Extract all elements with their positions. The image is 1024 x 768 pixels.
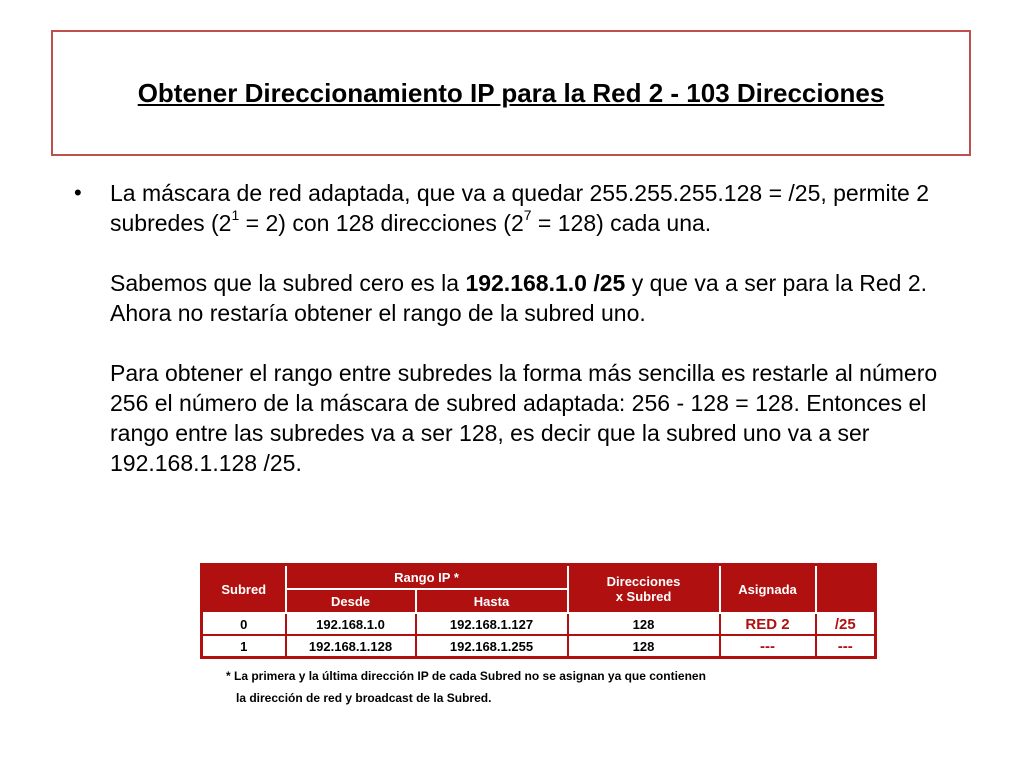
header-hasta: Hasta (416, 589, 568, 613)
paragraph-subnet-zero: Sabemos que la subred cero es la 192.168.1.0 /25 y que va a ser para la Red 2. Ahora no restaría obtener el rango de la subred uno. (110, 270, 928, 326)
header-direcciones: Direcciones x Subred (568, 565, 720, 614)
cell-hasta: 192.168.1.127 (416, 613, 568, 635)
paragraph-range: Para obtener el rango entre subredes la forma más sencilla es restarle al número 256 el número de la máscara de subred adaptada: 256 - 128 = 128. Entonces el rango entre las subredes va a ser 128, es decir que la subred uno va a ser 192.168.1.128 /25. (110, 360, 938, 476)
header-mask (816, 565, 876, 614)
table-row (202, 635, 876, 658)
subnet-table-wrap (200, 563, 876, 709)
table-row (202, 613, 876, 635)
bullet-paragraphs (110, 178, 974, 478)
cell-hasta: 192.168.1.255 (416, 635, 568, 658)
subnet-table (200, 563, 877, 659)
header-asignada: Asignada (720, 565, 816, 614)
title-box (51, 30, 971, 156)
bullet-icon: • (74, 180, 82, 205)
slide-title: Obtener Direccionamiento IP para la Red 2 - 103 Direcciones (137, 77, 885, 108)
cell-desde: 192.168.1.128 (286, 635, 416, 658)
paragraph-mask: La máscara de red adaptada, que va a quedar 255.255.255.128 = /25, permite 2 subredes $(2^1 = 2)$ con 128 direcciones $(2^7 = 128)$ cada una. (110, 180, 930, 236)
cell-subred: 0 (202, 613, 286, 635)
cell-subred: 1 (202, 635, 286, 658)
subnet-zero-address: 192.168.1.0 /25 (465, 270, 626, 296)
header-rango: Rango IP * (286, 565, 568, 590)
cell-direcciones: 128 (568, 635, 720, 658)
table-footnote: * La primera y la última dirección IP de cada Subred no se asignan ya que contienen la dirección de red y broadcast de la Subred. (226, 669, 706, 705)
cell-asignada: RED 2 (720, 613, 816, 635)
table-header-row (202, 565, 876, 590)
cell-desde: 192.168.1.0 (286, 613, 416, 635)
cell-mask: --- (816, 635, 876, 658)
header-subred: Subred (202, 565, 286, 614)
cell-direcciones: 128 (568, 613, 720, 635)
header-desde: Desde (286, 589, 416, 613)
bullet-item (74, 178, 974, 478)
cell-mask: /25 (816, 613, 876, 635)
cell-asignada: --- (720, 635, 816, 658)
content-area (74, 178, 974, 478)
